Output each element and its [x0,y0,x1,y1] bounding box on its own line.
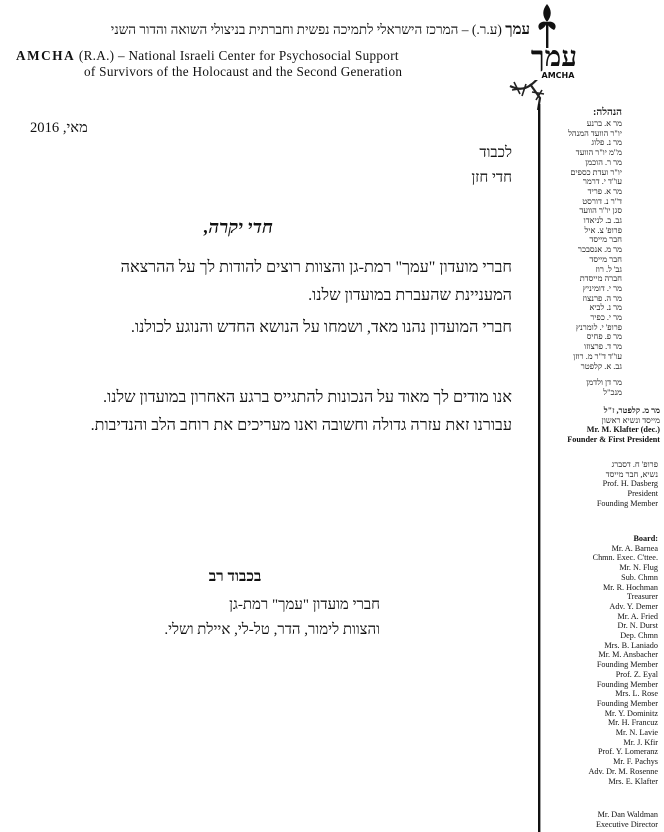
list-item: מר א. ברנע [586,119,622,128]
list-item: Mr. H. Francuz [607,718,658,728]
list-item: נשיא, חבר מייסד [605,469,658,479]
list-item: Mr. F. Pachys [613,757,658,767]
founder-title: Founder & First President [567,435,660,445]
list-item: מר א. פריד [587,186,622,196]
sidebar-executive-director [540,810,658,829]
list-item: סגן יו"ר הוועד [579,206,622,216]
list-item: מר י. כפיר [590,313,622,323]
list-item: Mrs. B. Laniado [604,640,658,650]
hebrew-board-title: הנהלה: [592,107,622,118]
sidebar-english-board [540,534,658,786]
list-item: פרופ' י. לומרנץ [575,322,622,332]
paragraph-1-line-2: המעניינת שהעברת במועדון שלנו. [308,286,512,304]
header-hebrew-name: עמך [505,22,530,38]
list-item: Mrs. E. Klafter [608,776,658,786]
header-english-line2: of Survivors of the Holocaust and the Second Generation [84,64,403,79]
greeting: חדי יקרה, [203,218,273,238]
list-item: פרופ' צ. איל [584,225,622,235]
paragraph-2: חברי המועדון נהנו מאד, ושמחו על הנושא החדש והנוגע לכולנו. [130,318,512,336]
list-item: מר ד. פרצוזו [583,342,622,352]
list-item: מר נ. פלוג [591,138,622,148]
list-item: Mr. A. Fried [617,611,658,621]
recipient-name: חדי חזן [471,170,512,186]
list-item: חברה מייסדת [579,274,622,284]
paragraph-1-line-1: חברי מועדון "עמך" רמת-גן והצוות רוצים להודות לך על ההרצאה [120,258,512,276]
list-item: Sub. Chmn [621,572,658,582]
list-item: ד"ר נ. דורסט [582,196,622,206]
list-item: מר מ. אנסבכר [577,245,622,255]
list-item: Treasurer [626,592,658,602]
signature-line-2: והצוות לימור, הדר, טל-לי, איילת ושלי. [164,622,380,638]
list-item: יו"ר ועדת כספים [570,167,622,177]
list-item: Mr. N. Flug [619,563,658,573]
list-item: Mrs. L. Rose [615,689,658,699]
list-item: Founding Member [596,679,658,689]
list-item: Founding Member [596,498,658,508]
list-item: מר ה. פרנצוז [582,293,622,303]
list-item: Founding Member [596,698,658,708]
list-item: Prof. Y. Lomeranz [597,747,658,757]
list-item: Mr. M. Ansbacher [598,650,658,660]
list-item: Dr. N. Durst [617,621,658,631]
header-english-line1 [16,48,399,64]
list-item: מ"מ יו"ר הוועד [575,148,622,158]
list-item: מר נ. לביא [589,303,622,313]
board-title: Board: [633,534,658,543]
list-item: Mr. Dan Waldman [597,810,658,819]
list-item: מר פ. פחיס [586,332,622,342]
signature-line-1: חברי מועדון "עמך" רמת-גן [229,597,380,613]
list-item: גב. א. קלפטר [580,361,622,371]
list-item: מר ר. הוכמן [585,157,622,167]
list-item: עו"ד ד"ר מ. רוזן [573,351,622,361]
list-item: מייסד ונשיא ראשון [601,415,660,425]
letter-date: מאי, 2016 [30,120,88,136]
logo-hebrew: עמך [530,40,578,73]
list-item: Dep. Chmn [620,631,658,641]
list-item: גב' ל. רוז [595,264,622,274]
list-item: פרופ' ח. דסברג [611,460,658,469]
list-item: מר י. דומיניץ [582,283,622,293]
list-item: Mr. J. Kfir [623,737,658,747]
list-item: Mr. N. Lavie [615,728,658,738]
list-item: עו"ד י. דרמר [582,177,622,187]
header-english-text: (R.A.) – National Israeli Center for Psychosocial Support [75,48,399,63]
list-item: מר מ. קלפטר, ז"ל [603,406,660,415]
closing: בכבוד רב [208,568,262,585]
founder-name: Mr. M. Klafter (dec.) [586,425,660,435]
list-item: Prof. H. Dasberg [602,479,658,489]
list-item: מר דן ולדמן [586,378,622,387]
header-hebrew-text: (ע.ר.) – המרכז הישראלי לתמיכה נפשית וחברתית בניצולי השואה והדור השני [110,22,506,37]
header-hebrew [2,22,530,39]
paragraph-3-line-1: אנו מודים לך מאוד על הנכונות להתגייס ברגע האחרון במועדון שלנו. [103,388,512,406]
list-item: Executive Director [595,819,658,829]
list-item: מנכ"ל [603,387,622,397]
list-item: Founding Member [596,660,658,670]
list-item: יו"ר הוועד המנהל [568,128,622,138]
list-item: חבר מייסד [589,235,622,245]
list-item: Mr. A. Barnea [611,543,658,553]
list-item: חבר מייסד [589,254,622,264]
logo-caption: AMCHA [541,71,575,80]
list-item: Adv. Dr. M. Rosenne [588,766,658,776]
list-item: גב. ב. לניאדו [583,216,622,226]
list-item: Adv. Y. Demer [609,601,658,611]
sidebar-hebrew-board [540,107,622,371]
list-item: Mr. Y. Dominitz [604,708,658,718]
list-item: President [627,489,658,499]
list-item: Mr. R. Hochman [602,582,658,592]
list-item: Prof. Z. Eyal [615,669,658,679]
sidebar-hebrew-exec [540,378,622,397]
header-english-name: AMCHA [16,48,76,63]
paragraph-3-line-2: עבורנו זאת עזרה גדולה וחשובה ואנו מעריכים את רוחב הלב והנדיבות. [90,416,512,434]
list-item: Chmn. Exec. C'ttee. [592,553,658,563]
amcha-logo [528,2,580,82]
to-line: לכבוד [479,145,512,161]
sidebar-founder [540,406,660,445]
sidebar-president [540,460,658,509]
